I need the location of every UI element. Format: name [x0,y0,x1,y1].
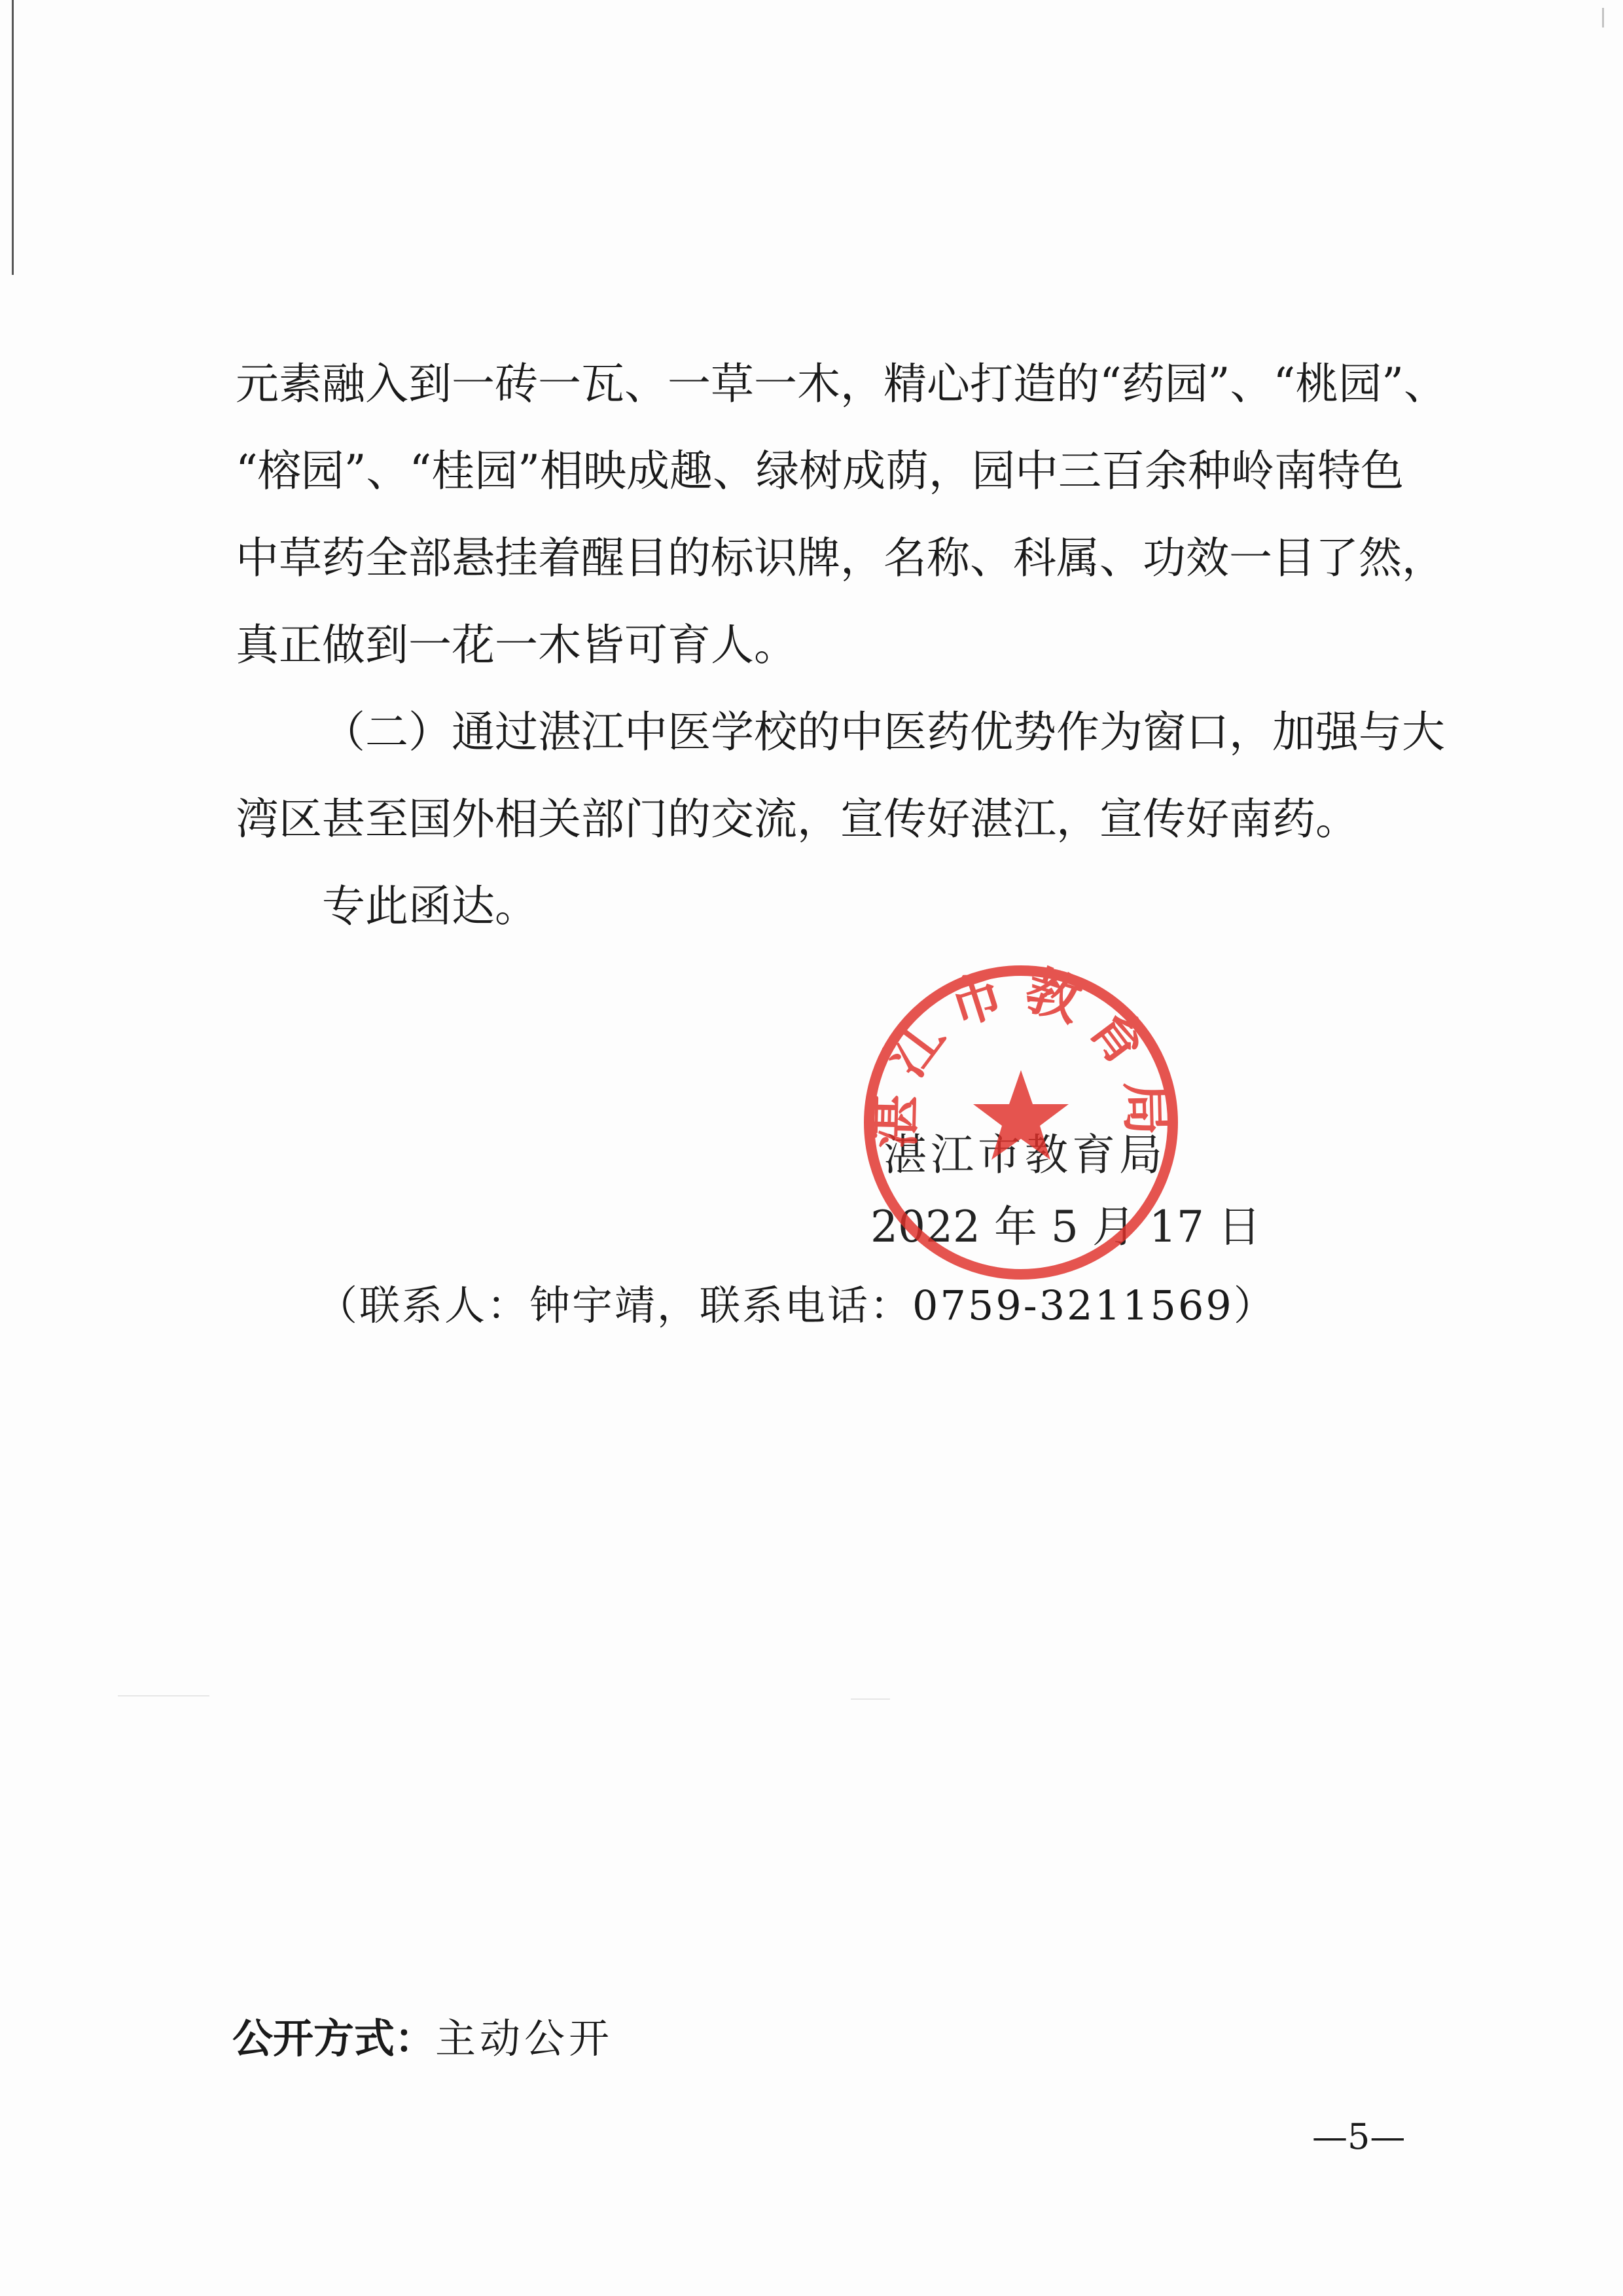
body-paragraph-line [236,689,1445,776]
disclosure-label: 公开方式： [232,2015,436,2062]
body-line-text: 湾区甚至国外相关部门的交流，宣传好湛江，宣传好南药。 [236,794,1359,844]
official-seal-icon [857,959,1185,1286]
signature-organization: 湛江市教育局 [883,1130,1166,1180]
body-line-text: 真正做到一花一木皆可育人。 [236,620,797,670]
page-number: —5— [1312,2116,1406,2157]
body-line-text: 中草药全部悬挂着醒目的标识牌，名称、科属、功效一目了然， [236,533,1445,583]
body-paragraph-line [236,427,1427,514]
contact-info: （联系人：钟宇靖，联系电话：0759-3211569） [317,1282,1276,1329]
signature-date: 2022 年 5 月 17 日 [870,1202,1261,1252]
body-paragraph-line [236,340,1447,427]
letter-body [236,340,1447,950]
body-paragraph-line [236,776,1427,863]
scan-edge-line [12,0,14,275]
scan-mark [1602,8,1604,27]
body-line-text: “榕园”、“桂园”相映成趣、绿树成荫，园中三百余种岭南特色 [236,446,1404,496]
scan-artifact-line [118,1695,209,1696]
closing-phrase [236,863,1427,950]
body-paragraph-line [236,601,1427,689]
scan-artifact-line [851,1698,890,1700]
body-line-text: （二）通过湛江中医学校的中医药优势作为窗口，加强与大 [322,707,1445,757]
body-line-text: 元素融入到一砖一瓦、一草一木，精心打造的“药园”、“桃园”、 [236,359,1447,409]
disclosure-method [232,2006,613,2072]
body-line-text: 专此函达。 [322,881,538,931]
body-paragraph-line [236,514,1445,601]
disclosure-value: 主动公开 [435,2015,614,2062]
seal-text: 湛江市教育局 [862,959,1180,1149]
